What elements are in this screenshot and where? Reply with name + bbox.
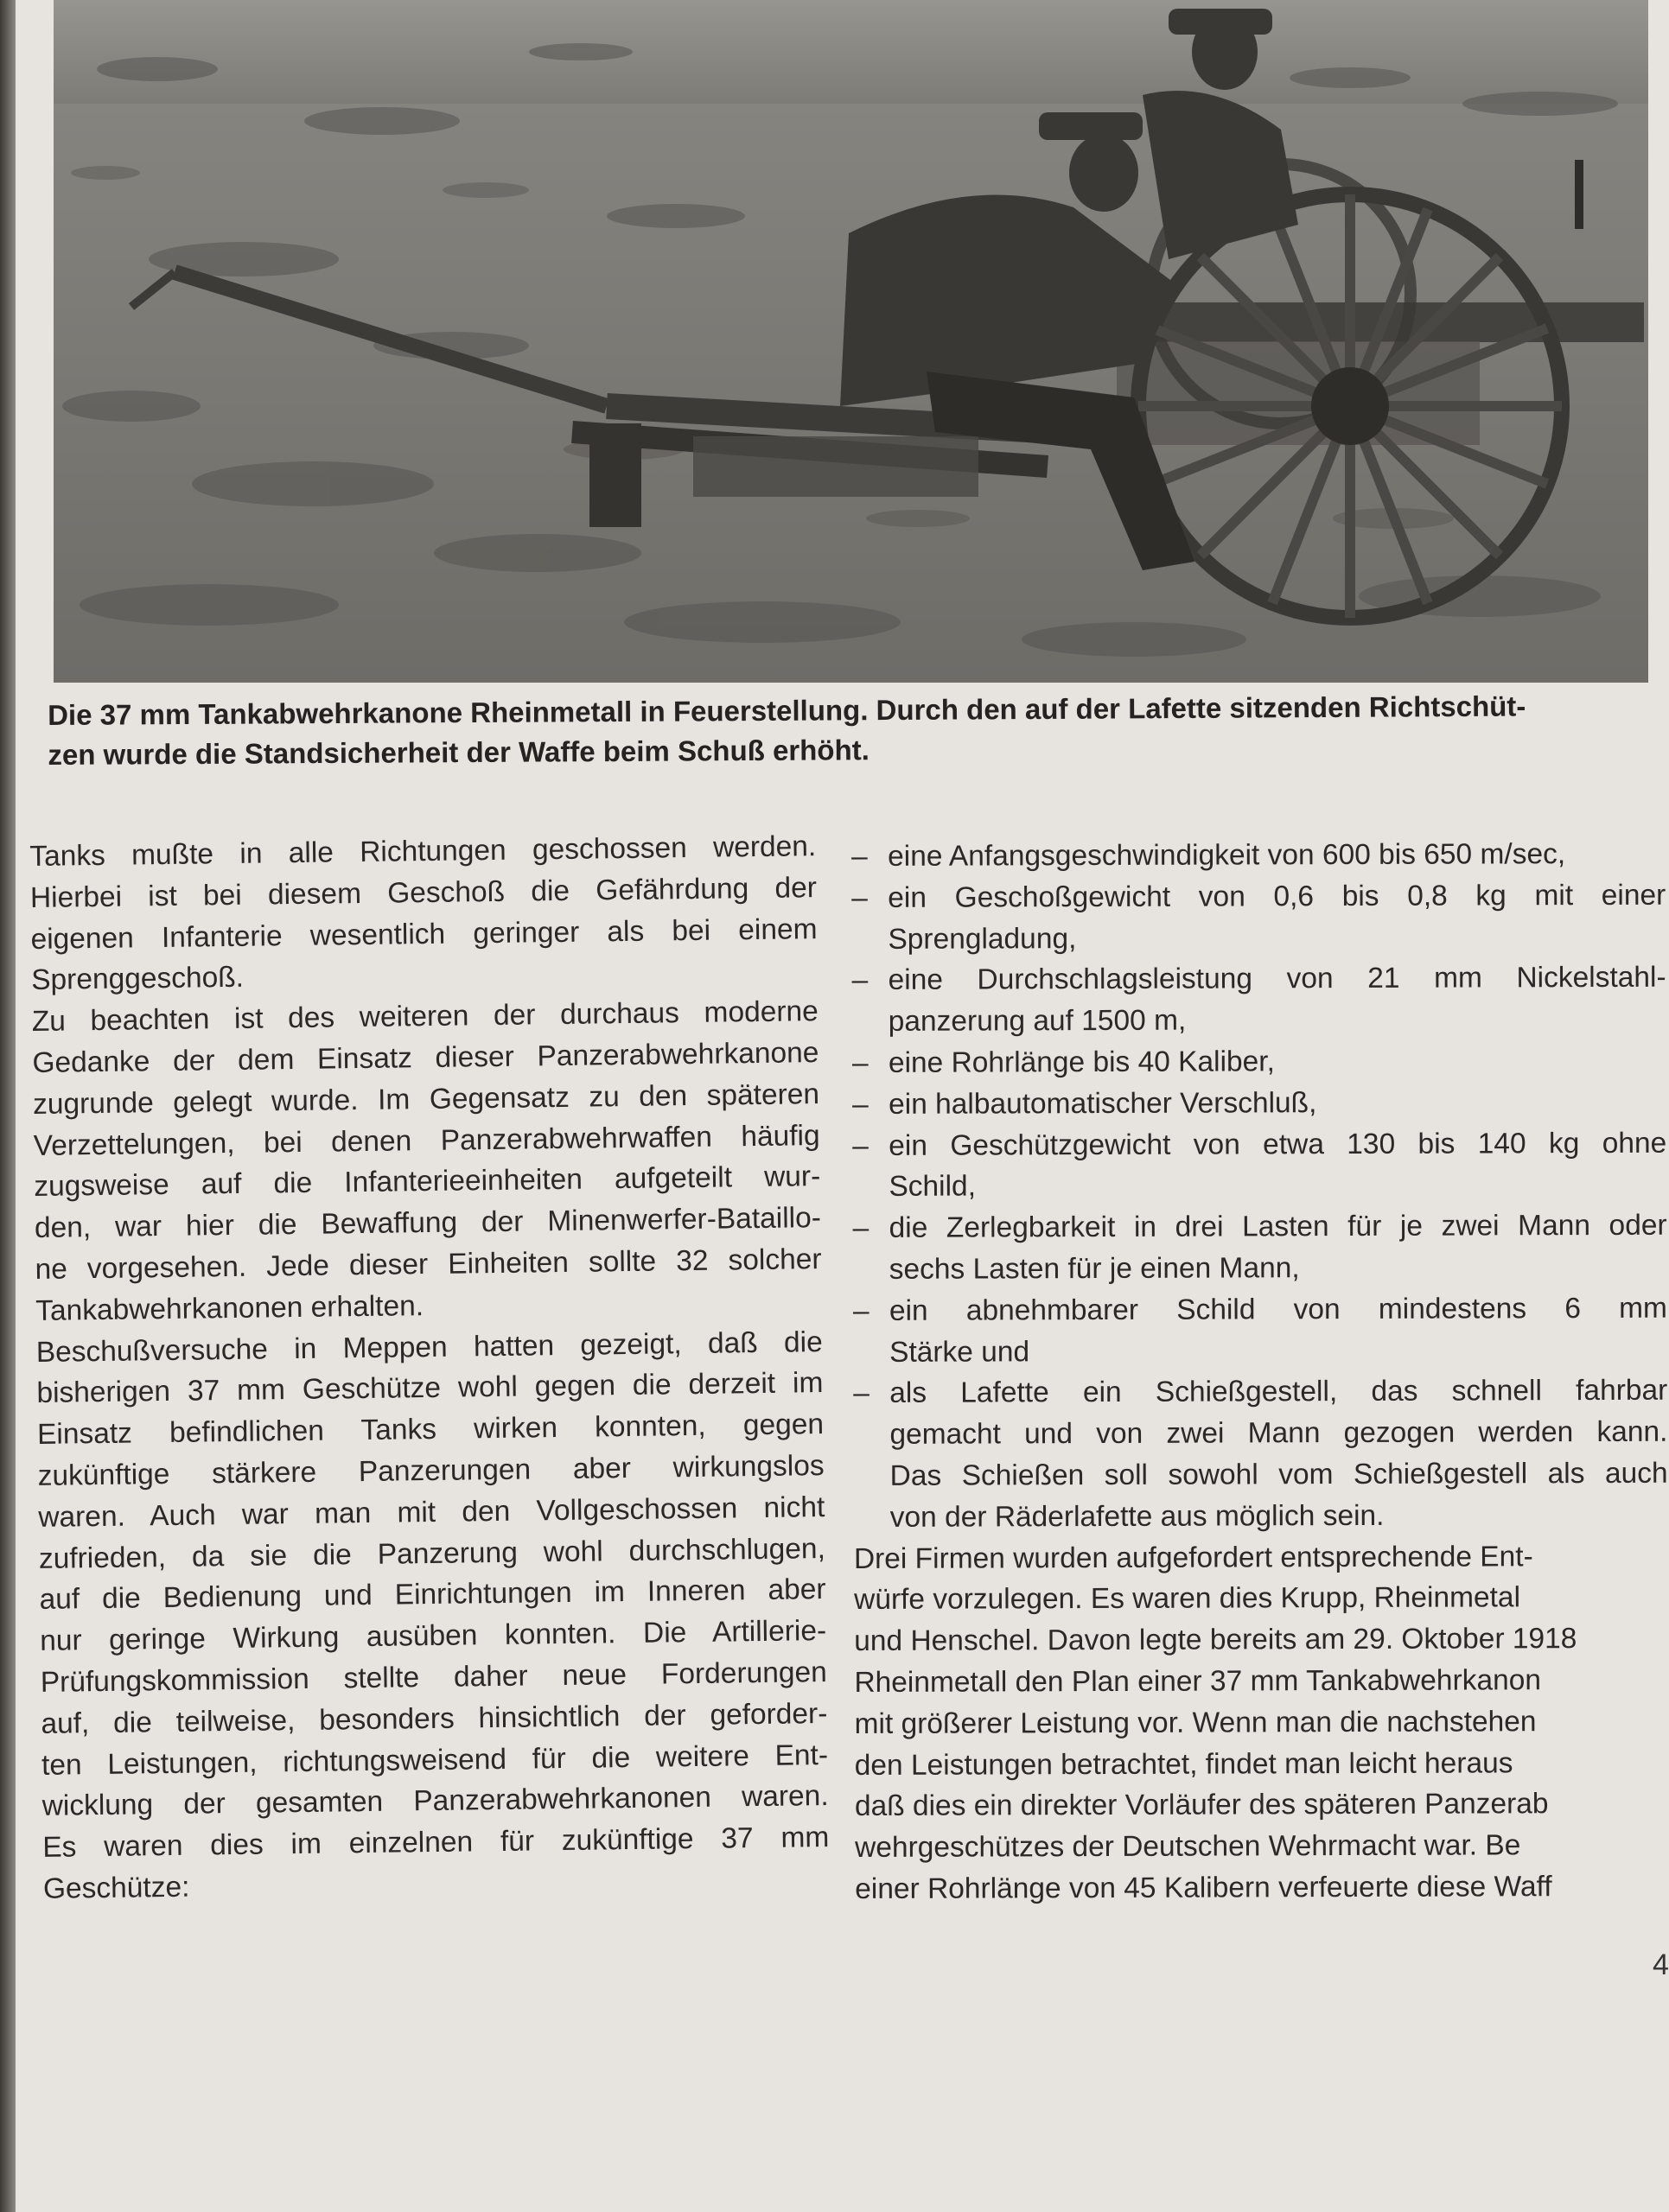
text-line: Sprenggeschoß. [30,962,245,997]
text-line: zugrunde gelegt wurde. Im Gegensatz zu den späteren [32,1077,820,1121]
text-line: ne vorgesehen. Jede dieser Einheiten sollte 32 solcher [35,1243,822,1286]
list-item-text: eine Rohrlänge bis 40 Kaliber, [888,1046,1275,1079]
dash-bullet: – [853,1377,870,1410]
list-item-line [853,1287,1667,1332]
list-item-text: eine Anfangsgeschwindigkeit von 600 bis 650 m/sec, [888,838,1566,873]
list-item-line [853,1247,1667,1291]
list-item-text: ein Geschoßgewicht von 0,6 bis 0,8 kg mit einer [888,879,1666,914]
list-item-line [852,1040,1666,1084]
list-item-text: Sprengladung, [888,922,1077,956]
list-item-text: eine Durchschlagsleistung von 21 mm Nickelstahl- [888,962,1666,997]
page-number: 4 [1653,1948,1669,1981]
list-item-line [852,957,1666,1001]
dash-bullet: – [851,881,868,914]
text-line: zukünftige stärkere Panzerungen aber wirkungslos [37,1449,825,1492]
historical-photo [54,0,1648,683]
text-line: Rheinmetall den Plan einer 37 mm Tankabwehrkanon [854,1664,1542,1699]
text-line: wicklung der gesamten Panzerabwehrkanonen waren. [41,1780,829,1823]
caption-line: zen wurde die Standsicherheit der Waffe beim Schuß erhöht. [48,734,870,771]
text-line: zufrieden, da sie die Panzerung wohl durchschlugen, [38,1532,826,1575]
list-item-line [852,1081,1666,1125]
dash-bullet: – [851,1046,869,1079]
text-line: würfe vorzulegen. Es waren dies Krupp, Rheinmetal [854,1581,1521,1617]
text-line: auf, die teilweise, besonders hinsichtlich der geforder- [41,1697,828,1740]
text-line: einer Rohrlänge von 45 Kalibern verfeuerte diese Waff [855,1871,1552,1905]
text-line: Gedanke der dem Einsatz dieser Panzerabwehrkanone [32,1037,819,1079]
list-item-line [852,1122,1666,1166]
photo-caption [48,686,1656,775]
dash-bullet: – [852,1129,869,1162]
list-item-text: von der Räderlafette aus möglich sein. [889,1499,1385,1534]
text-line: Beschußversuche in Meppen hatten gezeigt, daß die [35,1325,823,1369]
dash-bullet [851,918,888,960]
list-item-text: ein Geschützgewicht von etwa 130 bis 140 kg ohne [889,1127,1667,1162]
left-text-column [29,826,830,1910]
dash-bullet [852,1001,889,1043]
text-line: bisherigen 37 mm Geschütze wohl gegen die derzeit im [36,1367,824,1410]
text-line: Drei Firmen wurden aufgefordert entsprechende Ent- [853,1540,1533,1575]
text-line: Einsatz befindlichen Tanks wirken konnten, gegen [36,1408,825,1452]
text-line: Prüfungskommission stellte daher neue Forderungen [40,1656,827,1699]
text-line: auf die Bedienung und Einrichtungen im Inneren aber [39,1573,826,1617]
list-item-text: gemacht und von zwei Mann gezogen werden kann. [889,1415,1668,1452]
text-line: den Leistungen betrachtet, findet man leicht heraus [854,1746,1513,1782]
list-item-text: Stärke und [889,1335,1030,1369]
text-line: mit größerer Leistung vor. Wenn man die nachstehen [854,1705,1537,1740]
dash-bullet: – [851,840,868,873]
list-item-text: ein halbautomatischer Verschluß, [889,1086,1317,1121]
text-line: ten Leistungen, richtungsweisend für die weitere Ent- [41,1738,829,1782]
text-line: Es waren dies im einzelnen für zukünftige 37 mm [42,1821,830,1865]
list-item-text: die Zerlegbarkeit in drei Lasten für je zwei Mann oder [889,1209,1667,1245]
list-item-text: panzerung auf 1500 m, [888,1004,1187,1039]
list-item-line [852,1164,1666,1208]
text-line: eigenen Infanterie wesentlich geringer als bei einem [30,912,818,956]
text-line: Hierbei ist bei diesem Geschoß die Gefährdung der [29,871,818,914]
dash-bullet: – [852,1088,869,1121]
list-item-text: Schild, [889,1170,977,1204]
caption-line: Die 37 mm Tankabwehrkanone Rheinmetall in Feuerstellung. Durch den auf der Lafette sitzenden Richtschüt- [48,690,1526,731]
photo-illustration [54,0,1648,683]
list-item-line [854,1494,1668,1538]
text-line: und Henschel. Davon legte bereits am 29. Oktober 1918 [854,1623,1577,1658]
list-item-line [854,1453,1668,1497]
list-item-line [853,1370,1667,1414]
dash-bullet: – [852,1212,870,1245]
text-line: waren. Auch war man mit den Vollgeschossen nicht [38,1491,825,1534]
list-item-text: ein abnehmbarer Schild von mindestens 6 mm [889,1292,1667,1327]
right-text-column [851,834,1669,1910]
dash-bullet: – [852,1294,870,1327]
page-edge-shadow [0,0,16,2212]
dash-bullet [853,1249,889,1291]
text-line: daß dies ein direkter Vorläufer des späteren Panzerab [854,1788,1549,1823]
text-line: den, war hier die Bewaffung der Minenwerfer-Bataillo- [34,1202,822,1245]
text-line: zugsweise auf die Infanterieeinheiten aufgeteilt wur- [34,1160,821,1204]
dash-bullet: – [851,964,869,997]
list-item-text: als Lafette ein Schießgestell, das schnell fahrbar [889,1375,1668,1410]
list-item-line [853,1329,1667,1373]
list-item-line [853,1412,1667,1456]
dash-bullet [854,1456,890,1497]
list-item-line [851,916,1666,960]
text-line: Geschütze: [42,1871,190,1905]
list-item-line [852,999,1666,1043]
list-item-text: Das Schießen soll sowohl vom Schießgestell als auch [889,1457,1668,1492]
dash-bullet [853,1414,889,1456]
dash-bullet [853,1332,889,1373]
text-line: Zu beachten ist des weiteren der durchaus moderne [31,995,819,1039]
list-item-line [853,1205,1667,1249]
text-line: Tanks mußte in alle Richtungen geschossen werden. [29,830,817,873]
text-line: Tankabwehrkanonen erhalten. [35,1289,424,1327]
text-line: Verzettelungen, bei denen Panzerabwehrwaffen häufig [33,1119,820,1162]
list-item-line [851,875,1666,919]
text-line: wehrgeschützes der Deutschen Wehrmacht war. Be [855,1829,1521,1865]
list-item-line [851,834,1666,878]
dash-bullet [852,1166,889,1208]
dash-bullet [854,1497,890,1539]
list-item-text: sechs Lasten für je einen Mann, [889,1252,1300,1286]
text-line: nur geringe Wirkung ausüben konnten. Die Artillerie- [39,1615,827,1658]
